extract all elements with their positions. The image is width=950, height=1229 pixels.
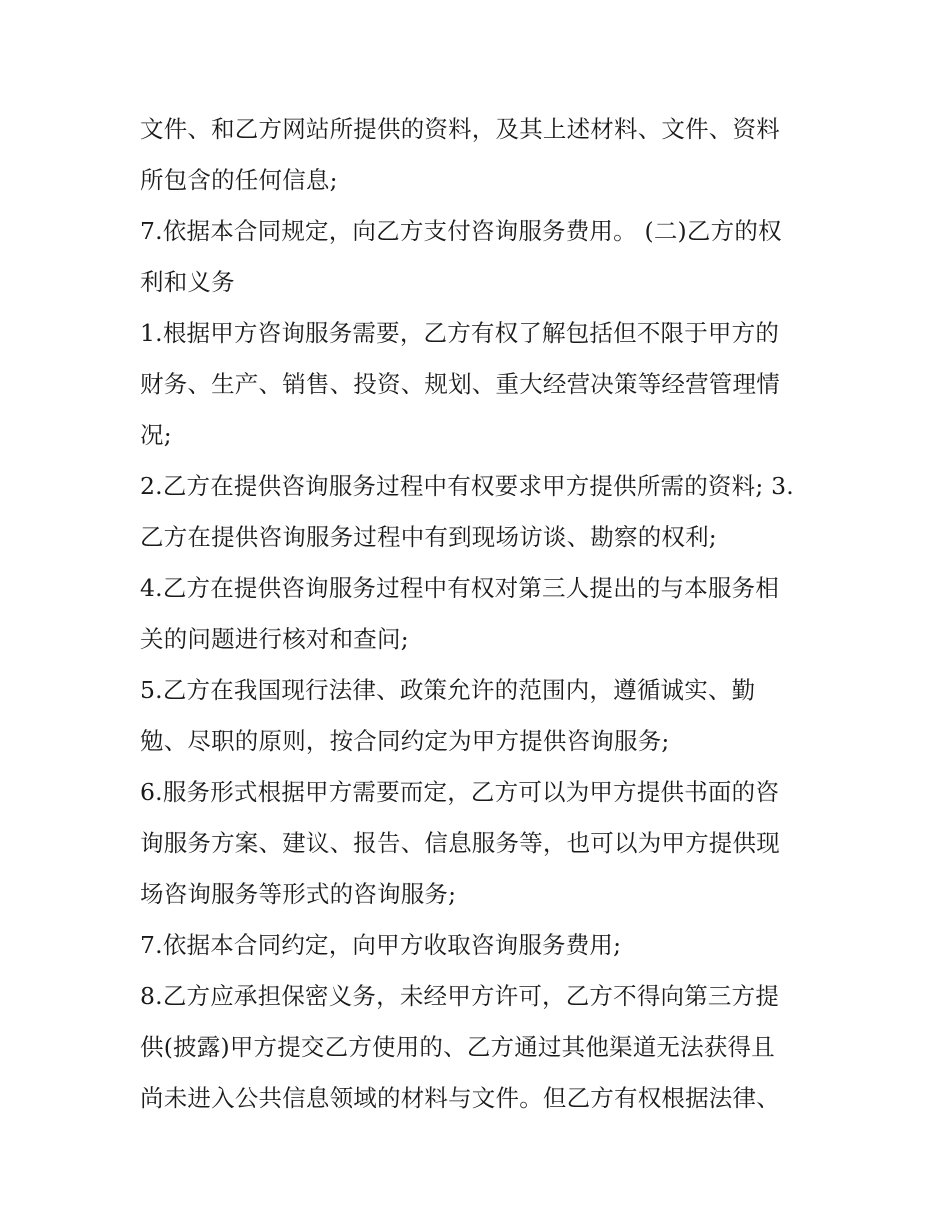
text-line: 关的问题进行核对和查问;	[140, 625, 409, 653]
text-line: 1.根据甲方咨询服务需要，乙方有权了解包括但不限于甲方的	[140, 319, 780, 347]
text-line: 6.服务形式根据甲方需要而定，乙方可以为甲方提供书面的咨	[140, 778, 780, 806]
text-line: 所包含的任何信息;	[140, 166, 338, 194]
text-line: 5.乙方在我国现行法律、政策允许的范围内，遵循诚实、勤	[140, 676, 756, 704]
text-line: 8.乙方应承担保密义务，未经甲方许可，乙方不得向第三方提	[140, 982, 780, 1010]
text-line: 4.乙方在提供咨询服务过程中有权对第三人提出的与本服务相	[140, 574, 780, 602]
text-line: 询服务方案、建议、报告、信息服务等，也可以为甲方提供现	[140, 829, 780, 857]
text-line: 勉、尽职的原则，按合同约定为甲方提供咨询服务;	[140, 727, 670, 755]
text-line: 文件、和乙方网站所提供的资料，及其上述材料、文件、资料	[140, 115, 780, 143]
contract-text-body	[140, 104, 820, 1124]
text-line: 7.依据本合同规定，向乙方支付咨询服务费用。 (二)乙方的权	[140, 217, 782, 245]
text-line: 财务、生产、销售、投资、规划、重大经营决策等经营管理情	[140, 370, 780, 398]
text-line: 乙方在提供咨询服务过程中有到现场访谈、勘察的权利;	[140, 523, 717, 551]
text-line: 7.依据本合同约定，向甲方收取咨询服务费用;	[140, 931, 622, 959]
text-line: 2.乙方在提供咨询服务过程中有权要求甲方提供所需的资料; 3.	[140, 472, 794, 500]
text-line: 场咨询服务等形式的咨询服务;	[140, 880, 457, 908]
text-line: 尚未进入公共信息领域的材料与文件。但乙方有权根据法律、	[140, 1084, 780, 1112]
text-line: 况;	[140, 421, 172, 449]
text-line: 利和义务	[140, 268, 235, 296]
text-line: 供(披露)甲方提交乙方使用的、乙方通过其他渠道无法获得且	[140, 1033, 775, 1061]
